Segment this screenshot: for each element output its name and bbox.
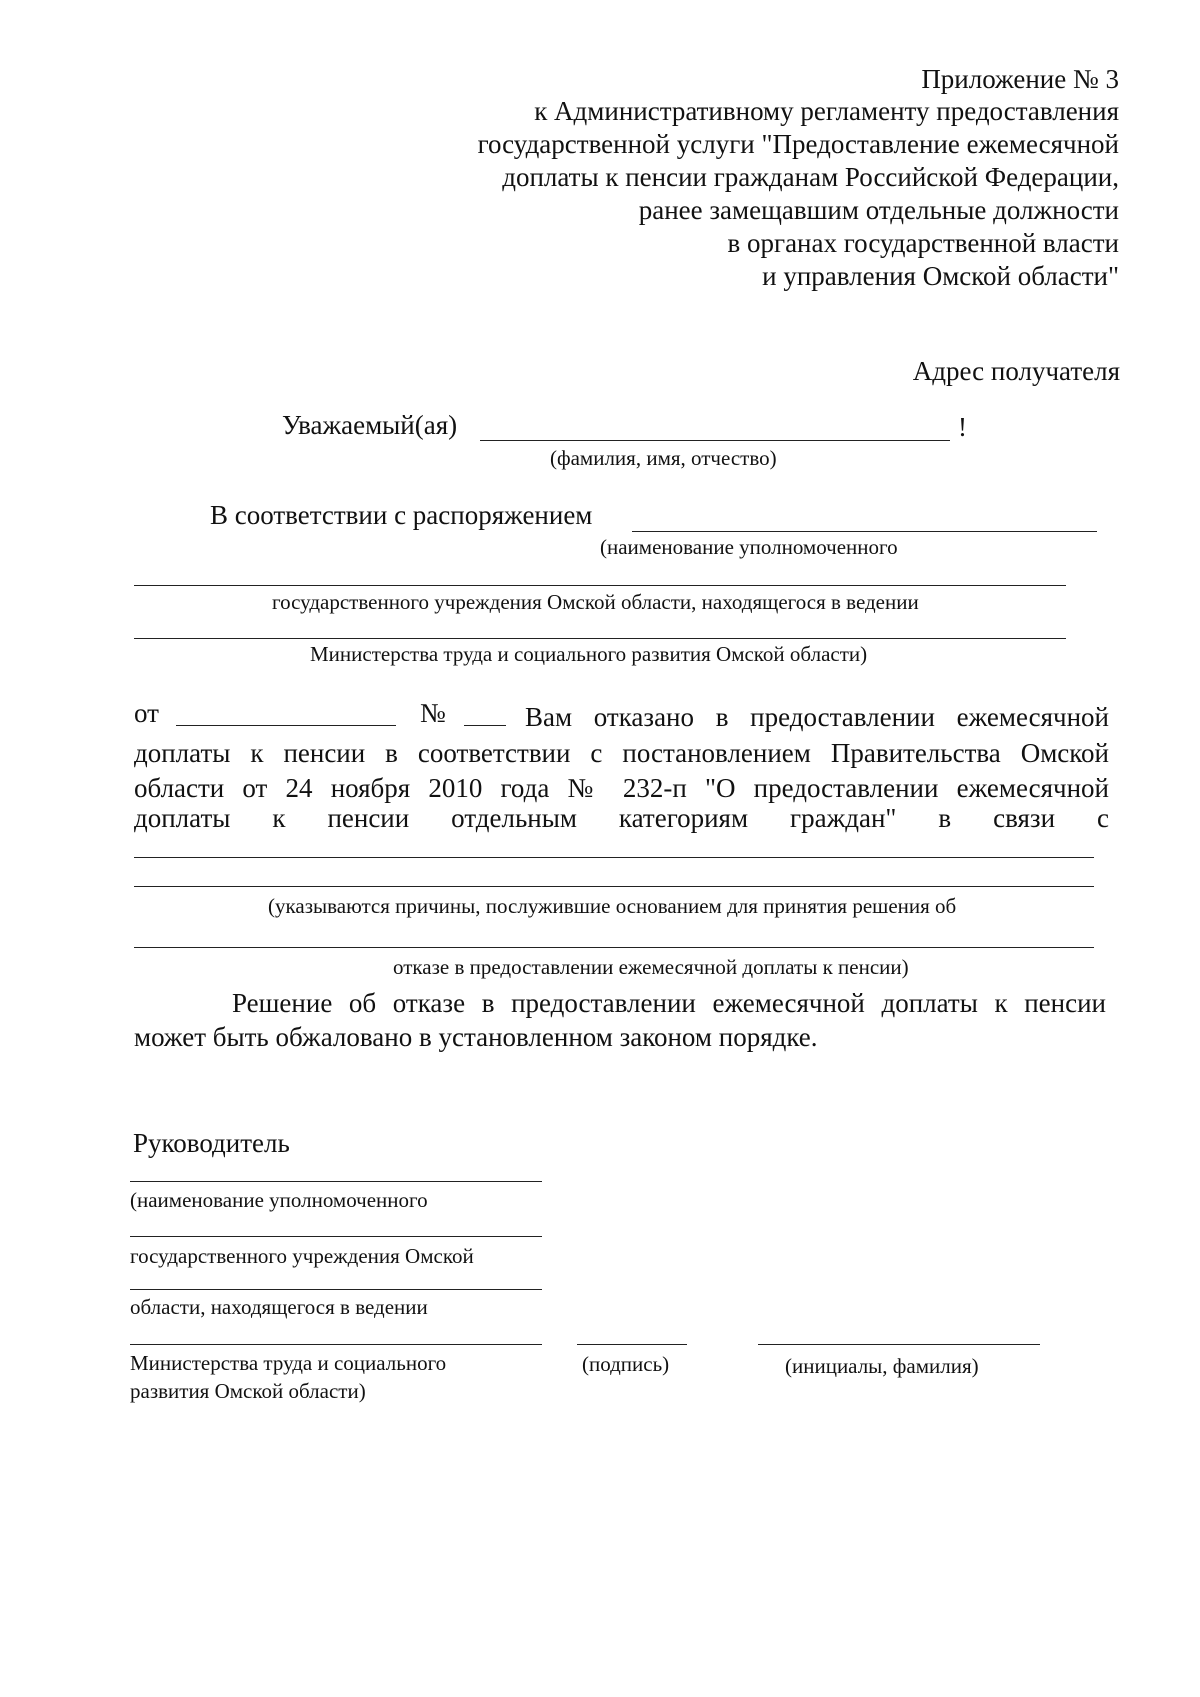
reason-line[interactable]: [134, 886, 1094, 887]
initials-line[interactable]: [758, 1344, 1040, 1345]
org-caption: области, находящегося в ведении: [130, 1295, 428, 1319]
reason-line[interactable]: [134, 947, 1094, 948]
org-name-line[interactable]: [130, 1181, 542, 1182]
header-line: доплаты к пенсии гражданам Российской Федерации,: [502, 162, 1119, 192]
full-name-caption: (фамилия, имя, отчество): [550, 446, 777, 470]
reason-caption: отказе в предоставлении ежемесячной доплаты к пенсии): [393, 955, 909, 979]
header-line: к Административному регламенту предоставления: [534, 96, 1119, 126]
org-caption: развития Омской области): [130, 1379, 366, 1403]
appeal-text: Решение об отказе в предоставлении ежемесячной доплаты к пенсии: [232, 988, 1106, 1018]
org-name-line[interactable]: [130, 1289, 542, 1290]
appeal-text: может быть обжаловано в установленном законом порядке.: [134, 1022, 818, 1052]
full-name-line[interactable]: [480, 440, 950, 441]
reason-line[interactable]: [134, 857, 1094, 858]
number-label: №: [420, 698, 446, 728]
header-line: в органах государственной власти: [727, 228, 1119, 258]
refusal-text: Вам отказано в предоставлении ежемесячной: [525, 702, 1109, 732]
date-line[interactable]: [176, 725, 396, 726]
greeting-label: Уважаемый(ая): [282, 410, 458, 440]
order-caption: государственного учреждения Омской области, находящегося в ведении: [272, 590, 919, 614]
signature-line[interactable]: [577, 1344, 687, 1345]
signature-caption: (подпись): [582, 1352, 670, 1376]
header-line: ранее замещавшим отдельные должности: [638, 195, 1119, 225]
signatory-title: Руководитель: [133, 1128, 290, 1158]
from-label: от: [134, 698, 159, 728]
order-line[interactable]: [134, 638, 1066, 639]
org-caption: (наименование уполномоченного: [130, 1188, 428, 1212]
header-line: государственной услуги "Предоставление ежемесячной: [477, 129, 1119, 159]
order-caption: (наименование уполномоченного: [600, 535, 898, 559]
refusal-text: области от 24 ноября 2010 года № 232-п "О предоставлении ежемесячной: [134, 773, 1109, 803]
order-line[interactable]: [134, 585, 1066, 586]
order-caption: Министерства труда и социального развития Омской области): [310, 642, 868, 666]
org-caption: Министерства труда и социального: [130, 1351, 447, 1375]
reason-caption: (указываются причины, послужившие основанием для принятия решения об: [268, 894, 957, 918]
header-line: и управления Омской области": [762, 261, 1119, 291]
org-caption: государственного учреждения Омской: [130, 1244, 474, 1268]
header-line: Приложение № 3: [921, 64, 1119, 94]
greeting-end-mark: !: [958, 412, 967, 442]
order-intro: В соответствии с распоряжением: [210, 500, 593, 530]
refusal-text: доплаты к пенсии в соответствии с постановлением Правительства Омской: [134, 738, 1109, 768]
number-line[interactable]: [464, 725, 506, 726]
org-name-line[interactable]: [130, 1236, 542, 1237]
recipient-address-label: Адрес получателя: [912, 356, 1120, 386]
initials-caption: (инициалы, фамилия): [785, 1354, 979, 1378]
order-line[interactable]: [632, 531, 1097, 532]
refusal-text: доплаты к пенсии отдельным категориям граждан" в связи с: [134, 803, 1109, 833]
org-name-line[interactable]: [130, 1344, 542, 1345]
